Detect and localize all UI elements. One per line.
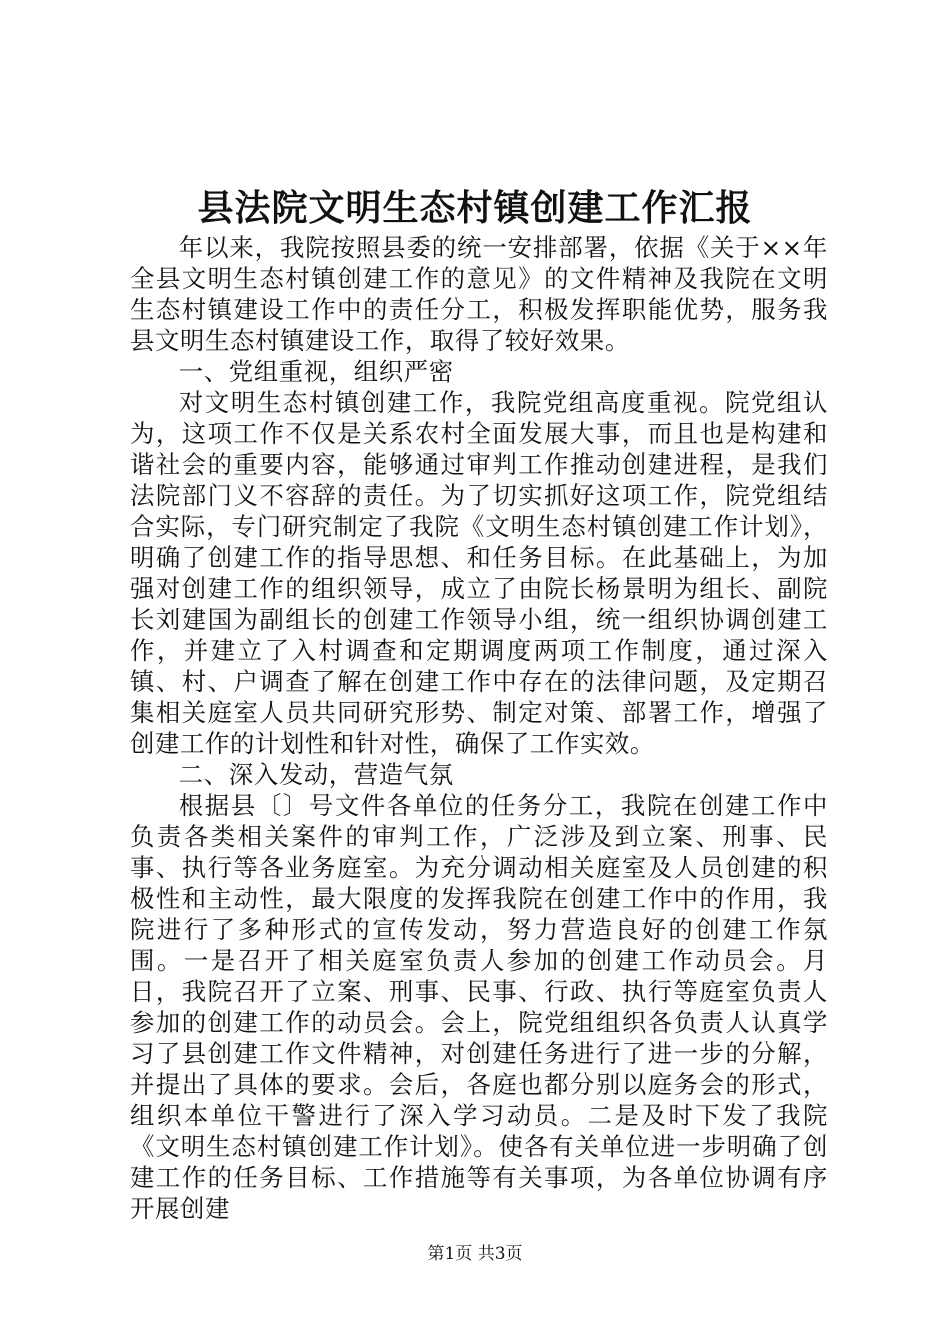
section-1-paragraph: 对文明生态村镇创建工作，我院党组高度重视。院党组认为，这项工作不仅是关系农村全面发展大事，而且也是构建和谐社会的重要内容，能够通过审判工作推动创建进程，是我们法院部门义不容辞的责任。为了切实抓好这项工作，院党组结合实际，专门研究制定了我院《文明生态村镇创建工作计划》，明确了创建工作的指导思想、和任务目标。在此基础上，为加强对创建工作的组织领导，成立了由院长杨景明为组长、副院长刘建国为副组长的创建工作领导小组，统一组织协调创建工作，并建立了入村调查和定期调度两项工作制度，通过深入镇、村、户调查了解在创建工作中存在的法律问题，及定期召集相关庭室人员共同研究形势、制定对策、部署工作，增强了创建工作的计划性和针对性，确保了工作实效。 — [130, 388, 828, 758]
section-2-paragraph: 根据县〔〕号文件各单位的任务分工，我院在创建工作中负责各类相关案件的审判工作，广泛涉及到立案、刑事、民事、执行等各业务庭室。为充分调动相关庭室及人员创建的积极性和主动性，最大限度的发挥我院在创建工作中的作用，我院进行了多种形式的宣传发动，努力营造良好的创建工作氛围。一是召开了相关庭室负责人参加的创建工作动员会。月日，我院召开了立案、刑事、民事、行政、执行等庭室负责人参加的创建工作的动员会。会上，院党组组织各负责人认真学习了县创建工作文件精神，对创建任务进行了进一步的分解，并提出了具体的要求。会后，各庭也都分别以庭务会的形式，组织本单位干警进行了深入学习动员。二是及时下发了我院《文明生态村镇创建工作计划》。使各有关单位进一步明确了创建工作的任务目标、工作措施等有关事项，为各单位协调有序开展创建 — [130, 791, 828, 1223]
document-title: 县法院文明生态村镇创建工作汇报 — [197, 187, 753, 229]
page-number-footer: 第1页 共3页 — [427, 1244, 523, 1264]
intro-paragraph: 年以来，我院按照县委的统一安排部署，依据《关于××年全县文明生态村镇创建工作的意见》的文件精神及我院在文明生态村镇建设工作中的责任分工，积极发挥职能优势，服务我县文明生态村镇建设工作，取得了较好效果。 — [130, 233, 828, 355]
section-heading-2: 二、深入发动，营造气氛 — [178, 760, 454, 789]
document-body — [130, 232, 828, 1224]
section-heading-1: 一、党组重视，组织严密 — [178, 357, 454, 386]
